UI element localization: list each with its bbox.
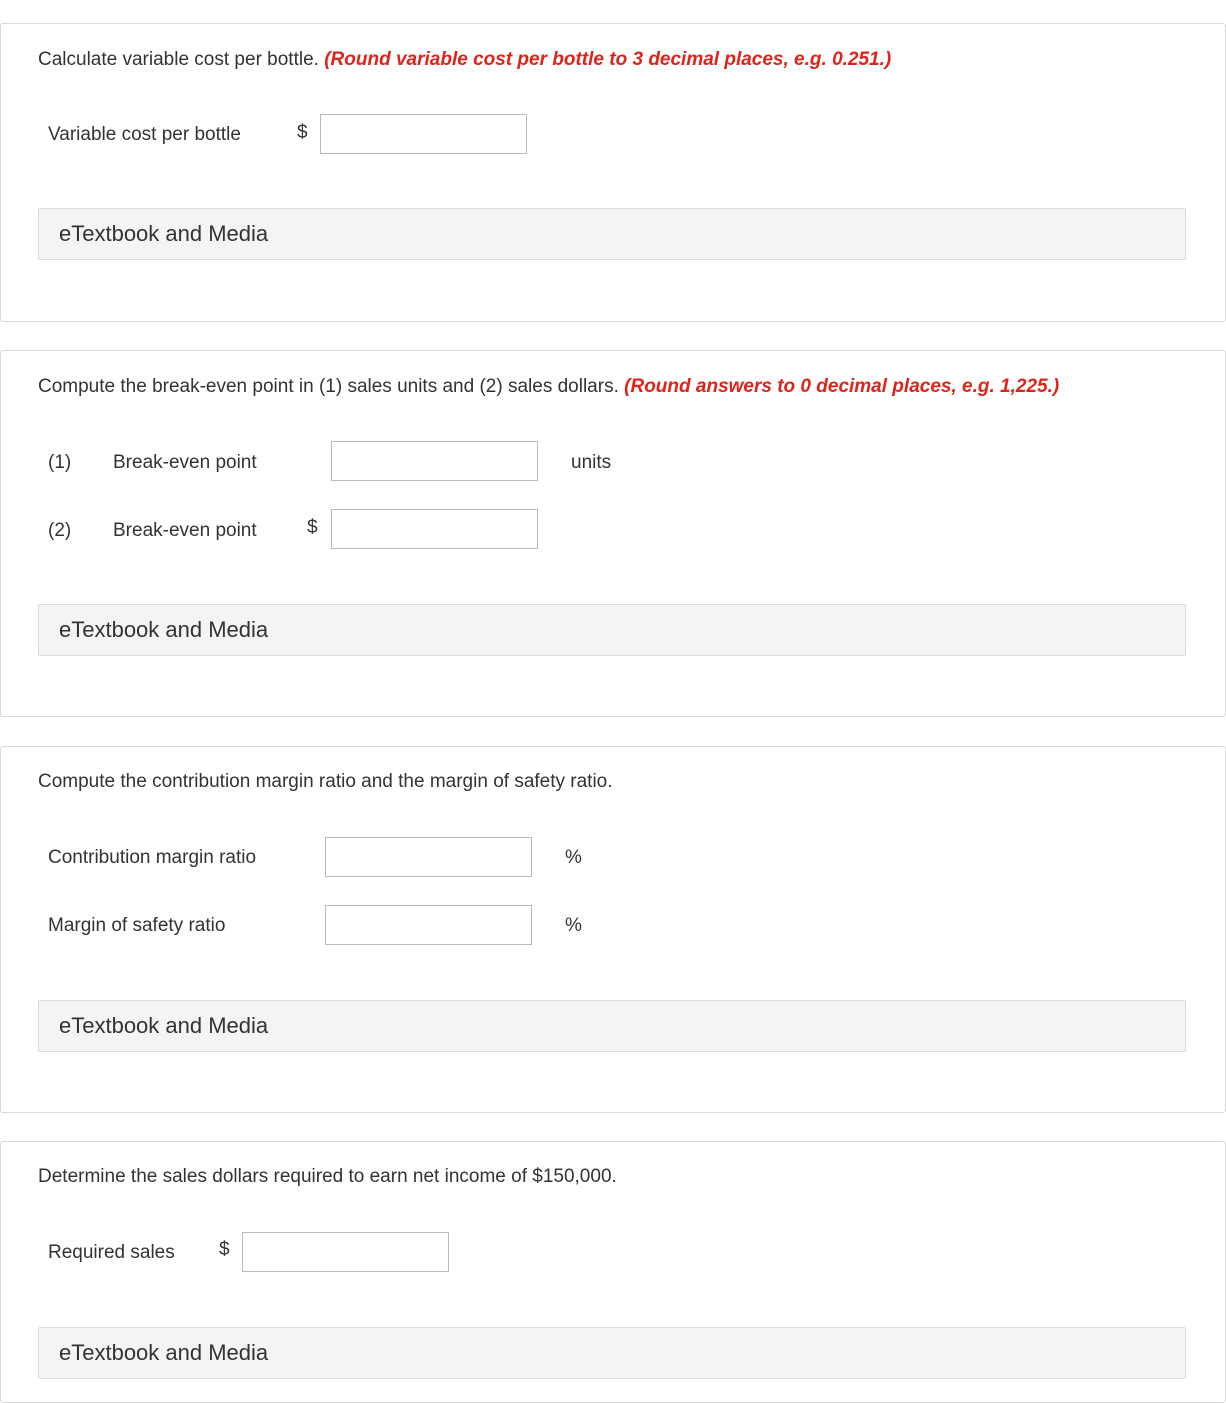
question-prompt: Calculate variable cost per bottle.	[38, 49, 319, 70]
contribution-margin-ratio-label: Contribution margin ratio	[48, 847, 257, 868]
required-sales-input[interactable]	[242, 1232, 449, 1272]
currency-symbol: $	[297, 122, 308, 143]
break-even-units-input[interactable]	[331, 441, 538, 481]
variable-cost-label: Variable cost per bottle	[48, 124, 241, 145]
question-text	[38, 48, 891, 72]
question-prompt: Compute the contribution margin ratio and the margin of safety ratio.	[38, 771, 613, 792]
question-card-required-sales	[0, 1141, 1226, 1403]
etextbook-media-button[interactable]: eTextbook and Media	[38, 1327, 1186, 1379]
question-prompt: Determine the sales dollars required to earn net income of $150,000.	[38, 1166, 617, 1187]
question-prompt: Compute the break-even point in (1) sales units and (2) sales dollars.	[38, 376, 619, 397]
units-suffix: units	[571, 452, 612, 473]
percent-suffix: %	[565, 915, 582, 936]
etextbook-media-button[interactable]: eTextbook and Media	[38, 208, 1186, 260]
break-even-dollars-input[interactable]	[331, 509, 538, 549]
margin-of-safety-ratio-input[interactable]	[325, 905, 532, 945]
question-text	[38, 375, 1059, 399]
currency-symbol: $	[219, 1239, 230, 1260]
etextbook-media-button[interactable]: eTextbook and Media	[38, 1000, 1186, 1052]
question-card-ratios	[0, 746, 1226, 1113]
row-number: (2)	[48, 520, 72, 541]
margin-of-safety-ratio-label: Margin of safety ratio	[48, 915, 226, 936]
percent-suffix: %	[565, 847, 582, 868]
question-card-variable-cost	[0, 23, 1226, 322]
break-even-dollars-label: Break-even point	[113, 520, 257, 541]
currency-symbol: $	[307, 517, 318, 538]
break-even-units-label: Break-even point	[113, 452, 257, 473]
rounding-hint: (Round answers to 0 decimal places, e.g. 1,225.)	[624, 376, 1060, 397]
required-sales-label: Required sales	[48, 1242, 175, 1263]
row-number: (1)	[48, 452, 72, 473]
etextbook-media-button[interactable]: eTextbook and Media	[38, 604, 1186, 656]
rounding-hint: (Round variable cost per bottle to 3 decimal places, e.g. 0.251.)	[324, 49, 892, 70]
contribution-margin-ratio-input[interactable]	[325, 837, 532, 877]
question-card-break-even	[0, 350, 1226, 717]
variable-cost-input[interactable]	[320, 114, 527, 154]
